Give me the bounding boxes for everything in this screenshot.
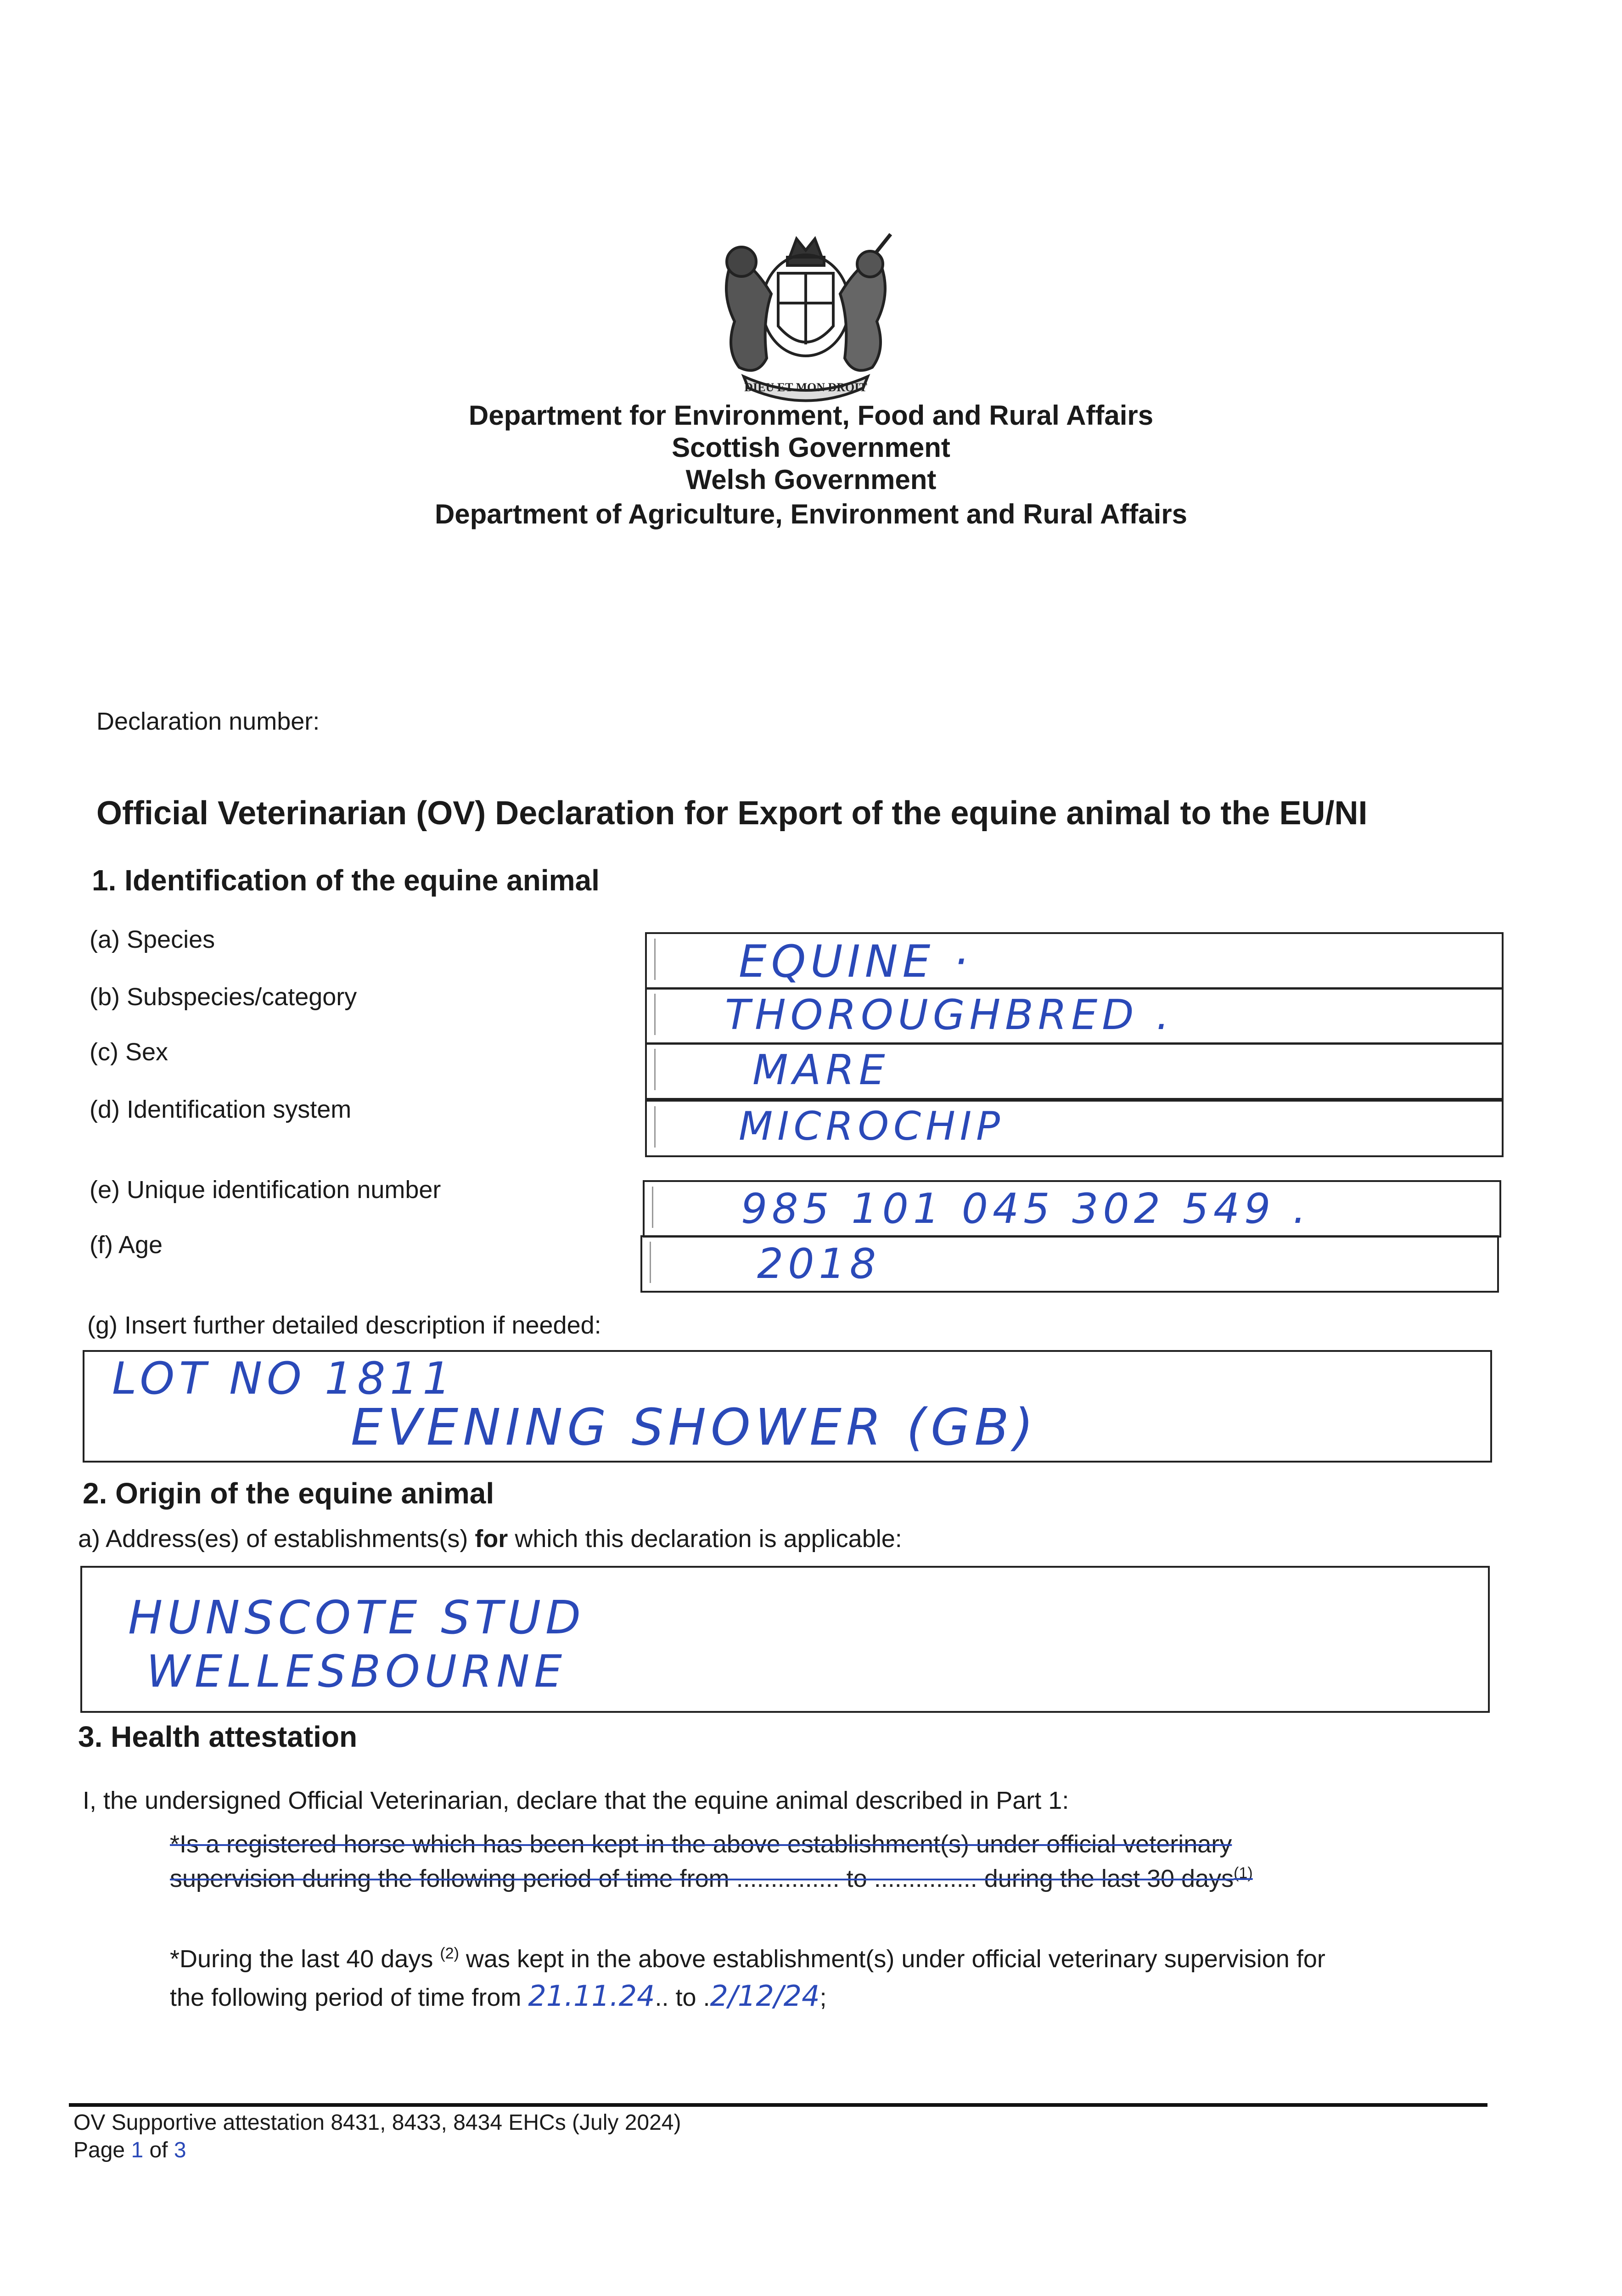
royal-crest-logo [702, 230, 909, 404]
species-field[interactable] [645, 932, 1504, 990]
address-line-1: HUNSCOTE STUD [128, 1591, 586, 1644]
description-line-2: EVENING SHOWER (GB) [351, 1398, 1038, 1457]
field-marker [654, 994, 656, 1035]
attestation-intro: I, the undersigned Official Veterinarian, declare that the equine animal described in Part 1: [83, 1787, 1069, 1814]
section3-heading: 3. Health attestation [78, 1720, 358, 1753]
id-system-field[interactable] [645, 1100, 1504, 1157]
subspecies-field[interactable] [645, 987, 1504, 1045]
description-line-1: LOT NO 1811 [112, 1353, 455, 1404]
address-line-2: WELLESBOURNE [146, 1646, 567, 1697]
age-value: 2018 [757, 1240, 881, 1288]
footer-divider [69, 2103, 1487, 2107]
address-field[interactable] [80, 1566, 1490, 1713]
option1-line1: *Is a registered horse which has been kept in the above establishment(s) under official veterinary [170, 1830, 1232, 1858]
address-label: a) Address(es) of establishments(s) for which this declaration is applicable: [78, 1525, 902, 1553]
description-label: (g) Insert further detailed description if needed: [87, 1311, 601, 1339]
uid-value: 985 101 045 302 549 . [741, 1185, 1311, 1233]
option2-line1: *During the last 40 days $^{(2)}$ was kept in the above establishment(s) under official veterinary supervision for [170, 1945, 1325, 1973]
org-line-daera: Department of Agriculture, Environment and Rural Affairs [434, 499, 1188, 529]
crest-motto: DIEU ET MON DROIT [744, 381, 867, 394]
subspecies-value: THOROUGHBRED . [725, 991, 1174, 1039]
option2-line2: the following period of time from 21.11.24.. to .2/12/24; [170, 1979, 827, 2013]
uid-field[interactable] [643, 1180, 1501, 1238]
uid-label: (e) Unique identification number [90, 1176, 441, 1204]
org-line-defra: Department for Environment, Food and Rural Affairs [468, 400, 1154, 431]
field-marker [654, 1049, 656, 1090]
sex-value: MARE [752, 1046, 890, 1094]
declaration-number-label: Declaration number: [96, 708, 320, 735]
id-system-label: (d) Identification system [90, 1096, 352, 1123]
field-marker [652, 1187, 653, 1228]
footer-page-number: Page 1 of 3 [73, 2138, 186, 2162]
section1-heading: 1. Identification of the equine animal [92, 864, 600, 897]
page-title: Official Veterinarian (OV) Declaration for Export of the equine animal to the EU/NI [96, 795, 1368, 832]
age-field[interactable] [640, 1235, 1499, 1293]
section2-heading: 2. Origin of the equine animal [83, 1477, 494, 1510]
date-from: 21.11.24 [528, 1979, 655, 2013]
field-marker [650, 1242, 651, 1283]
date-to: 2/12/24 [710, 1979, 820, 2013]
org-line-welsh-gov: Welsh Government [685, 464, 937, 495]
age-label: (f) Age [90, 1231, 163, 1259]
footer-reference: OV Supportive attestation 8431, 8433, 8434 EHCs (July 2024) [73, 2110, 681, 2135]
sex-field[interactable] [645, 1042, 1504, 1100]
sex-label: (c) Sex [90, 1038, 168, 1066]
description-field[interactable] [83, 1350, 1492, 1463]
org-line-scottish-gov: Scottish Government [672, 432, 950, 463]
id-system-value: MICROCHIP [739, 1103, 1005, 1149]
field-marker [654, 939, 656, 980]
species-value: EQUINE · [739, 936, 972, 987]
species-label: (a) Species [90, 926, 215, 953]
option1-line2: supervision during the following period of time from ............... to ............... during the last 30 days$^{(1)}$ [170, 1864, 1253, 1892]
subspecies-label: (b) Subspecies/category [90, 983, 357, 1011]
field-marker [654, 1106, 656, 1148]
